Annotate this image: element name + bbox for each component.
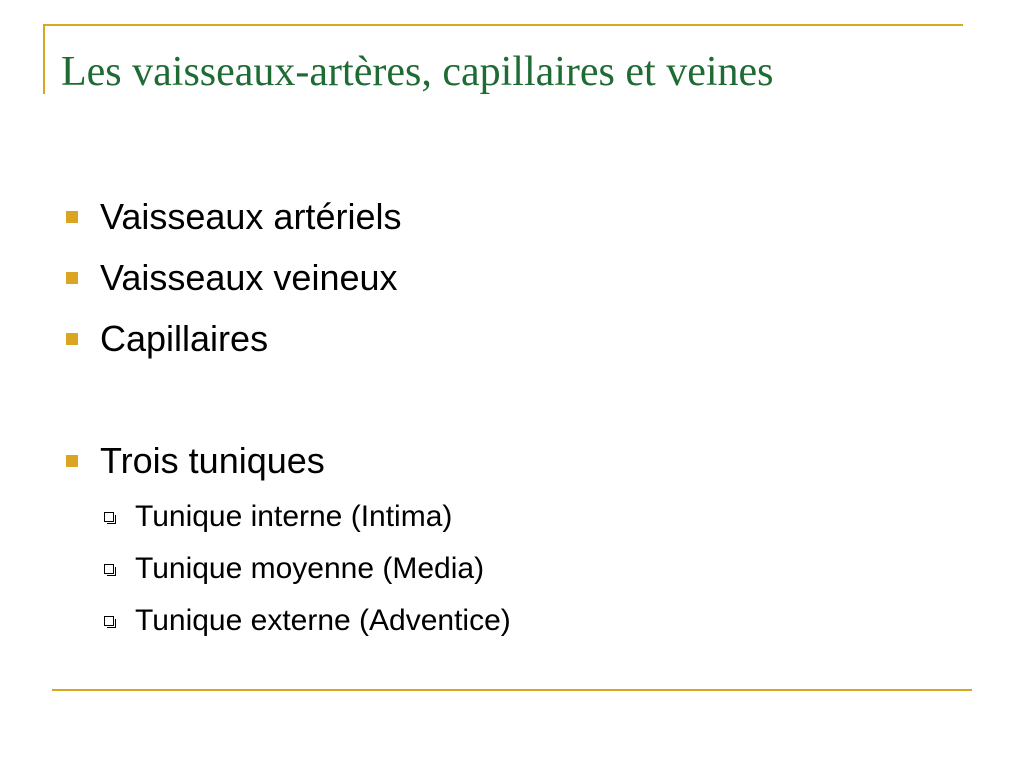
bullet-item-capillaires <box>62 308 962 369</box>
bullet-item-trois-tuniques <box>62 430 962 491</box>
sub-bullet-text: Tunique moyenne (Media) <box>135 552 485 585</box>
slide-title: Les vaisseaux-artères, capillaires et veines <box>61 49 774 95</box>
sub-bullet-item-media <box>62 543 962 595</box>
bullet-text: Capillaires <box>100 317 269 359</box>
gold-square-bullet-icon <box>66 333 78 345</box>
bullet-list <box>62 186 962 491</box>
sub-bullet-item-intima <box>62 491 962 543</box>
gold-square-bullet-icon <box>66 211 78 223</box>
left-rule <box>43 24 45 94</box>
shadowed-box-bullet-icon <box>104 512 114 522</box>
top-rule <box>43 24 963 26</box>
sub-bullet-text: Tunique externe (Adventice) <box>135 604 511 637</box>
bullet-text: Vaisseaux artériels <box>100 195 402 237</box>
bullet-item-vaisseaux-arteriels <box>62 186 962 247</box>
sub-bullet-text: Tunique interne (Intima) <box>135 500 453 533</box>
shadowed-box-bullet-icon <box>104 564 114 574</box>
bullet-text: Trois tuniques <box>100 439 325 481</box>
bottom-rule <box>52 689 972 691</box>
gold-square-bullet-icon <box>66 272 78 284</box>
bullet-text: Vaisseaux veineux <box>100 256 398 298</box>
bullet-item-vaisseaux-veineux <box>62 247 962 308</box>
slide-body <box>62 186 962 647</box>
sub-bullet-item-adventice <box>62 595 962 647</box>
gold-square-bullet-icon <box>66 455 78 467</box>
sub-bullet-list <box>62 491 962 647</box>
shadowed-box-bullet-icon <box>104 616 114 626</box>
